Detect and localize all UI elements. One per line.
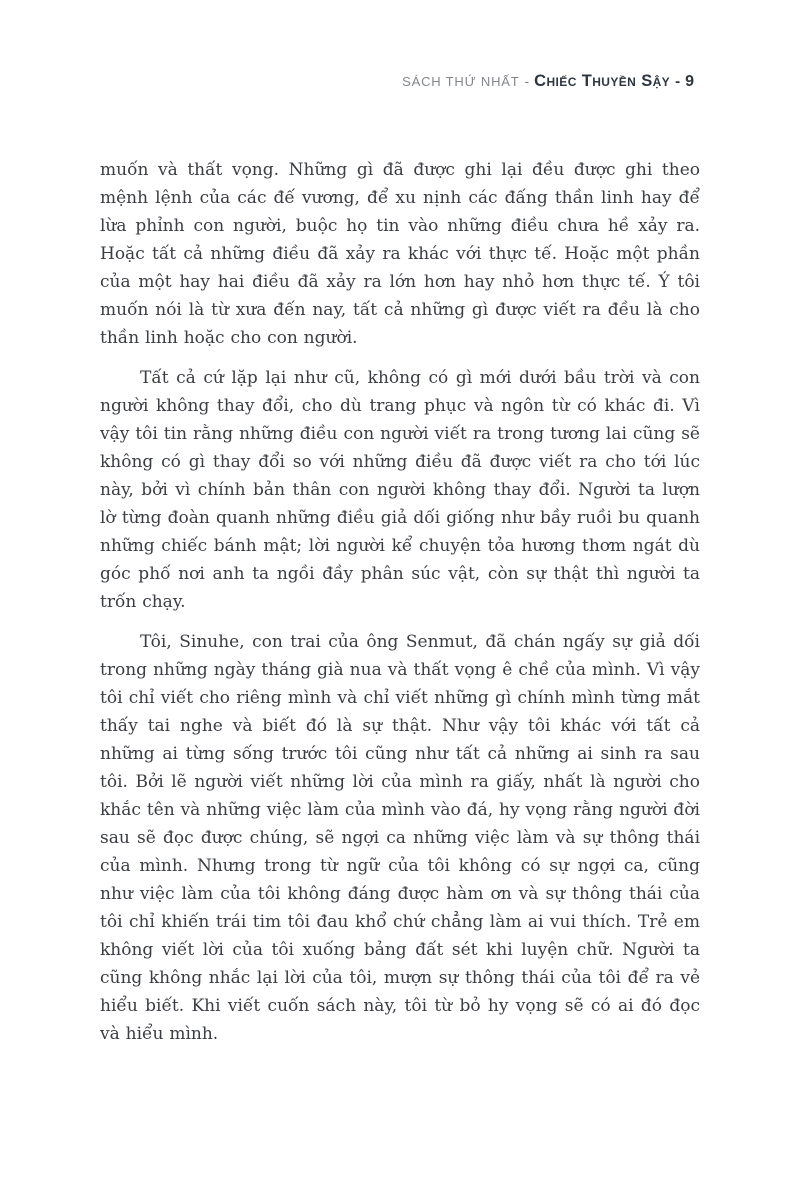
page-number-separator: - [675,73,681,90]
chapter-title: Chiếc Thuyền Sậy [534,72,671,90]
running-header [100,72,700,91]
paragraph-1: muốn và thất vọng. Những gì đã được ghi lại đều được ghi theo mệnh lệnh của các đế vương, để xu nịnh các đấng thần linh hay để lừa phỉnh con người, buộc họ tin vào những điều chưa hề xảy ra. Hoặc tất cả những điều đã xảy ra khác với thực tế. Hoặc một phần của một hay hai điều đã xảy ra lớn hơn hay nhỏ hơn thực tế. Ý tôi muốn nói là từ xưa đến nay, tất cả những gì được viết ra đều là cho thần linh hoặc cho con người. [100,160,700,348]
paragraph-2: Tất cả cứ lặp lại như cũ, không có gì mới dưới bầu trời và con người không thay đổi, cho dù trang phục và ngôn từ có khác đi. Vì vậy tôi tin rằng những điều con người viết ra trong tương lai cũng sẽ không có gì thay đổi so với những điều đã được viết ra cho tới lúc này, bởi vì chính bản thân con người không thay đổi. Người ta lượn lờ từng đoàn quanh những điều giả dối giống như bầy ruồi bu quanh những chiếc bánh mật; lời người kể chuyện tỏa hương thơm ngát dù góc phố nơi anh ta ngồi đầy phân súc vật, còn sự thật thì người ta trốn chạy. [100,368,700,612]
header-separator: - [524,73,530,89]
body-text-block [100,156,700,1060]
section-label: SÁCH THỨ NHẤT [402,74,520,89]
page-number: 9 [685,73,694,90]
paragraph-3: Tôi, Sinuhe, con trai của ông Senmut, đã chán ngấy sự giả dối trong những ngày tháng già nua và thất vọng ê chề của mình. Vì vậy tôi chỉ viết cho riêng mình và chỉ viết những gì chính mình từng mắt thấy tai nghe và biết đó là sự thật. Như vậy tôi khác với tất cả những ai từng sống trước tôi cũng như tất cả những ai sinh ra sau tôi. Bởi lẽ người viết những lời của mình ra giấy, nhất là người cho khắc tên và những việc làm của mình vào đá, hy vọng rằng người đời sau sẽ đọc được chúng, sẽ ngợi ca những việc làm và sự thông thái của mình. Nhưng trong từ ngữ của tôi không có sự ngợi ca, cũng như việc làm của tôi không đáng được hàm ơn và sự thông thái của tôi chỉ khiến trái tim tôi đau khổ chứ chẳng làm ai vui thích. Trẻ em không viết lời của tôi xuống bảng đất sét khi luyện chữ. Người ta cũng không nhắc lại lời của tôi, mượn sự thông thái của tôi để ra vẻ hiểu biết. Khi viết cuốn sách này, tôi từ bỏ hy vọng sẽ có ai đó đọc và hiểu mình. [100,632,700,1044]
